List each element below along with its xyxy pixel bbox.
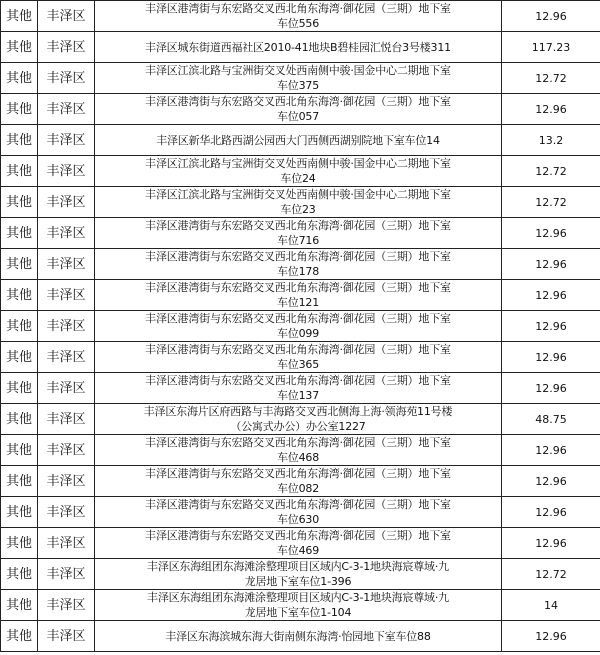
location-cell-text: 丰泽区港湾街与东宏路交叉西北角东海湾·御花园（三期）地下室 车位082 xyxy=(145,467,451,495)
table-row xyxy=(1,621,600,652)
location-cell xyxy=(95,218,502,249)
location-cell-text: 丰泽区东海组团东海滩涂整理项目区域内C-3-1地块海宸尊域·九 龙居地下室车位1-396 xyxy=(147,560,449,588)
district-cell-text: 丰泽区 xyxy=(46,380,86,396)
type-cell-text: 其他 xyxy=(5,8,32,24)
district-cell-text: 丰泽区 xyxy=(46,132,86,148)
area-cell-text: 12.96 xyxy=(535,505,567,519)
location-cell xyxy=(95,404,502,435)
district-cell xyxy=(38,590,95,621)
area-cell-text: 12.72 xyxy=(535,567,567,581)
type-cell xyxy=(1,94,38,125)
location-cell-text: 丰泽区江滨北路与宝洲街交叉处西南侧中骏·国金中心二期地下室 车位375 xyxy=(145,64,451,92)
district-cell xyxy=(38,187,95,218)
district-cell xyxy=(38,497,95,528)
type-cell xyxy=(1,528,38,559)
type-cell xyxy=(1,249,38,280)
type-cell-text: 其他 xyxy=(5,566,32,582)
district-cell-text: 丰泽区 xyxy=(46,535,86,551)
area-cell-text: 12.96 xyxy=(535,443,567,457)
type-cell xyxy=(1,63,38,94)
area-cell xyxy=(502,590,600,621)
table-row xyxy=(1,63,600,94)
area-cell xyxy=(502,404,600,435)
location-cell xyxy=(95,1,502,32)
area-cell xyxy=(502,249,600,280)
district-cell xyxy=(38,621,95,652)
district-cell-text: 丰泽区 xyxy=(46,628,86,644)
area-cell-text: 12.72 xyxy=(535,164,567,178)
table-row xyxy=(1,435,600,466)
type-cell-text: 其他 xyxy=(5,101,32,117)
type-cell xyxy=(1,32,38,63)
location-cell xyxy=(95,94,502,125)
district-cell-text: 丰泽区 xyxy=(46,194,86,210)
area-cell-text: 14 xyxy=(544,598,558,612)
district-cell xyxy=(38,404,95,435)
area-cell xyxy=(502,497,600,528)
district-cell-text: 丰泽区 xyxy=(46,8,86,24)
area-cell xyxy=(502,373,600,404)
location-cell-text: 丰泽区港湾街与东宏路交叉西北角东海湾·御花园（三期）地下室 车位630 xyxy=(145,498,451,526)
district-cell-text: 丰泽区 xyxy=(46,70,86,86)
type-cell-text: 其他 xyxy=(5,349,32,365)
table-row xyxy=(1,187,600,218)
area-cell-text: 12.72 xyxy=(535,195,567,209)
location-cell xyxy=(95,125,502,156)
type-cell xyxy=(1,466,38,497)
location-cell-text: 丰泽区江滨北路与宝洲街交叉处西南侧中骏·国金中心二期地下室 车位24 xyxy=(145,157,451,185)
table-row xyxy=(1,528,600,559)
type-cell-text: 其他 xyxy=(5,411,32,427)
area-cell-text: 12.96 xyxy=(535,226,567,240)
type-cell-text: 其他 xyxy=(5,473,32,489)
location-cell xyxy=(95,497,502,528)
district-cell xyxy=(38,311,95,342)
area-cell xyxy=(502,218,600,249)
type-cell-text: 其他 xyxy=(5,163,32,179)
area-cell xyxy=(502,63,600,94)
district-cell-text: 丰泽区 xyxy=(46,318,86,334)
district-cell-text: 丰泽区 xyxy=(46,597,86,613)
location-cell xyxy=(95,63,502,94)
district-cell xyxy=(38,528,95,559)
type-cell-text: 其他 xyxy=(5,380,32,396)
location-cell xyxy=(95,187,502,218)
location-cell xyxy=(95,32,502,63)
area-cell xyxy=(502,280,600,311)
location-cell xyxy=(95,559,502,590)
location-cell-text: 丰泽区江滨北路与宝洲街交叉处西南侧中骏·国金中心二期地下室 车位23 xyxy=(145,188,451,216)
location-cell-text: 丰泽区港湾街与东宏路交叉西北角东海湾·御花园（三期）地下室 车位468 xyxy=(145,436,451,464)
area-cell xyxy=(502,32,600,63)
district-cell xyxy=(38,63,95,94)
type-cell xyxy=(1,280,38,311)
location-cell-text: 丰泽区新华北路西湖公园西大门西侧西湖别院地下室车位14 xyxy=(156,133,440,147)
type-cell xyxy=(1,373,38,404)
table-row xyxy=(1,32,600,63)
district-cell xyxy=(38,1,95,32)
district-cell xyxy=(38,435,95,466)
district-cell-text: 丰泽区 xyxy=(46,256,86,272)
district-cell-text: 丰泽区 xyxy=(46,225,86,241)
area-cell xyxy=(502,156,600,187)
location-cell-text: 丰泽区港湾街与东宏路交叉西北角东海湾·御花园（三期）地下室 车位099 xyxy=(145,312,451,340)
area-cell xyxy=(502,187,600,218)
type-cell xyxy=(1,621,38,652)
location-cell xyxy=(95,590,502,621)
district-cell-text: 丰泽区 xyxy=(46,101,86,117)
area-cell-text: 12.96 xyxy=(535,257,567,271)
type-cell xyxy=(1,156,38,187)
table-row xyxy=(1,373,600,404)
table-row xyxy=(1,156,600,187)
type-cell-text: 其他 xyxy=(5,132,32,148)
district-cell-text: 丰泽区 xyxy=(46,287,86,303)
district-cell xyxy=(38,156,95,187)
type-cell xyxy=(1,125,38,156)
area-cell xyxy=(502,311,600,342)
district-cell xyxy=(38,249,95,280)
type-cell-text: 其他 xyxy=(5,225,32,241)
area-cell-text: 13.2 xyxy=(538,133,564,147)
location-cell xyxy=(95,342,502,373)
location-cell xyxy=(95,528,502,559)
area-cell xyxy=(502,621,600,652)
location-cell xyxy=(95,435,502,466)
table-row xyxy=(1,280,600,311)
location-cell-text: 丰泽区港湾街与东宏路交叉西北角东海湾·御花园（三期）地下室 车位057 xyxy=(145,95,451,123)
table-row xyxy=(1,125,600,156)
location-cell-text: 丰泽区东海片区府西路与丰海路交叉西北侧海上海·领海苑11号楼 （公寓式办公）办公室1227 xyxy=(143,405,453,433)
area-cell xyxy=(502,125,600,156)
area-cell-text: 12.96 xyxy=(535,536,567,550)
table-row xyxy=(1,218,600,249)
district-cell xyxy=(38,373,95,404)
district-cell xyxy=(38,32,95,63)
table-row xyxy=(1,559,600,590)
type-cell xyxy=(1,404,38,435)
type-cell xyxy=(1,342,38,373)
location-cell xyxy=(95,621,502,652)
area-cell-text: 12.96 xyxy=(535,350,567,364)
location-cell-text: 丰泽区港湾街与东宏路交叉西北角东海湾·御花园（三期）地下室 车位469 xyxy=(145,529,451,557)
type-cell-text: 其他 xyxy=(5,194,32,210)
district-cell xyxy=(38,559,95,590)
location-cell xyxy=(95,280,502,311)
area-cell xyxy=(502,435,600,466)
district-cell xyxy=(38,218,95,249)
district-cell xyxy=(38,280,95,311)
location-cell xyxy=(95,373,502,404)
location-cell-text: 丰泽区港湾街与东宏路交叉西北角东海湾·御花园（三期）地下室 车位178 xyxy=(145,250,451,278)
district-cell-text: 丰泽区 xyxy=(46,442,86,458)
location-cell xyxy=(95,466,502,497)
district-cell-text: 丰泽区 xyxy=(46,411,86,427)
area-cell xyxy=(502,559,600,590)
area-cell xyxy=(502,342,600,373)
location-cell xyxy=(95,311,502,342)
district-cell xyxy=(38,94,95,125)
location-cell xyxy=(95,156,502,187)
area-cell xyxy=(502,466,600,497)
type-cell xyxy=(1,590,38,621)
area-cell-text: 48.75 xyxy=(535,412,567,426)
area-cell xyxy=(502,94,600,125)
location-cell-text: 丰泽区东海滨城东海大街南侧东海湾·怡园地下室车位88 xyxy=(165,629,431,643)
location-cell xyxy=(95,249,502,280)
table-row xyxy=(1,590,600,621)
location-cell-text: 丰泽区港湾街与东宏路交叉西北角东海湾·御花园（三期）地下室 车位137 xyxy=(145,374,451,402)
location-cell-text: 丰泽区港湾街与东宏路交叉西北角东海湾·御花园（三期）地下室 车位121 xyxy=(145,281,451,309)
area-cell-text: 117.23 xyxy=(531,40,571,54)
area-cell xyxy=(502,528,600,559)
location-cell-text: 丰泽区港湾街与东宏路交叉西北角东海湾·御花园（三期）地下室 车位365 xyxy=(145,343,451,371)
district-cell-text: 丰泽区 xyxy=(46,163,86,179)
type-cell xyxy=(1,218,38,249)
type-cell-text: 其他 xyxy=(5,535,32,551)
location-cell-text: 丰泽区城东街道西福社区2010-41地块B碧桂园汇悦台3号楼311 xyxy=(145,40,451,54)
area-cell xyxy=(502,1,600,32)
table-row xyxy=(1,466,600,497)
type-cell xyxy=(1,559,38,590)
district-cell xyxy=(38,342,95,373)
area-cell-text: 12.96 xyxy=(535,102,567,116)
type-cell xyxy=(1,435,38,466)
area-cell-text: 12.96 xyxy=(535,288,567,302)
table-row xyxy=(1,342,600,373)
table-row xyxy=(1,249,600,280)
district-cell-text: 丰泽区 xyxy=(46,349,86,365)
area-cell-text: 12.96 xyxy=(535,629,567,643)
table-row xyxy=(1,404,600,435)
district-cell xyxy=(38,125,95,156)
area-cell-text: 12.72 xyxy=(535,71,567,85)
district-cell xyxy=(38,466,95,497)
location-cell-text: 丰泽区港湾街与东宏路交叉西北角东海湾·御花园（三期）地下室 车位716 xyxy=(145,219,451,247)
type-cell-text: 其他 xyxy=(5,318,32,334)
district-cell-text: 丰泽区 xyxy=(46,566,86,582)
area-cell-text: 12.96 xyxy=(535,474,567,488)
location-cell-text: 丰泽区港湾街与东宏路交叉西北角东海湾·御花园（三期）地下室 车位556 xyxy=(145,2,451,30)
area-cell-text: 12.96 xyxy=(535,381,567,395)
district-cell-text: 丰泽区 xyxy=(46,473,86,489)
type-cell xyxy=(1,187,38,218)
district-cell-text: 丰泽区 xyxy=(46,39,86,55)
type-cell-text: 其他 xyxy=(5,628,32,644)
type-cell-text: 其他 xyxy=(5,70,32,86)
property-table-body xyxy=(1,1,600,652)
type-cell-text: 其他 xyxy=(5,39,32,55)
table-row xyxy=(1,94,600,125)
area-cell-text: 12.96 xyxy=(535,319,567,333)
area-cell-text: 12.96 xyxy=(535,9,567,23)
type-cell xyxy=(1,1,38,32)
type-cell-text: 其他 xyxy=(5,256,32,272)
type-cell-text: 其他 xyxy=(5,442,32,458)
type-cell-text: 其他 xyxy=(5,287,32,303)
table-row xyxy=(1,1,600,32)
type-cell-text: 其他 xyxy=(5,597,32,613)
table-row xyxy=(1,497,600,528)
type-cell-text: 其他 xyxy=(5,504,32,520)
type-cell xyxy=(1,311,38,342)
type-cell xyxy=(1,497,38,528)
table-row xyxy=(1,311,600,342)
district-cell-text: 丰泽区 xyxy=(46,504,86,520)
location-cell-text: 丰泽区东海组团东海滩涂整理项目区域内C-3-1地块海宸尊域·九 龙居地下室车位1-104 xyxy=(147,591,449,619)
